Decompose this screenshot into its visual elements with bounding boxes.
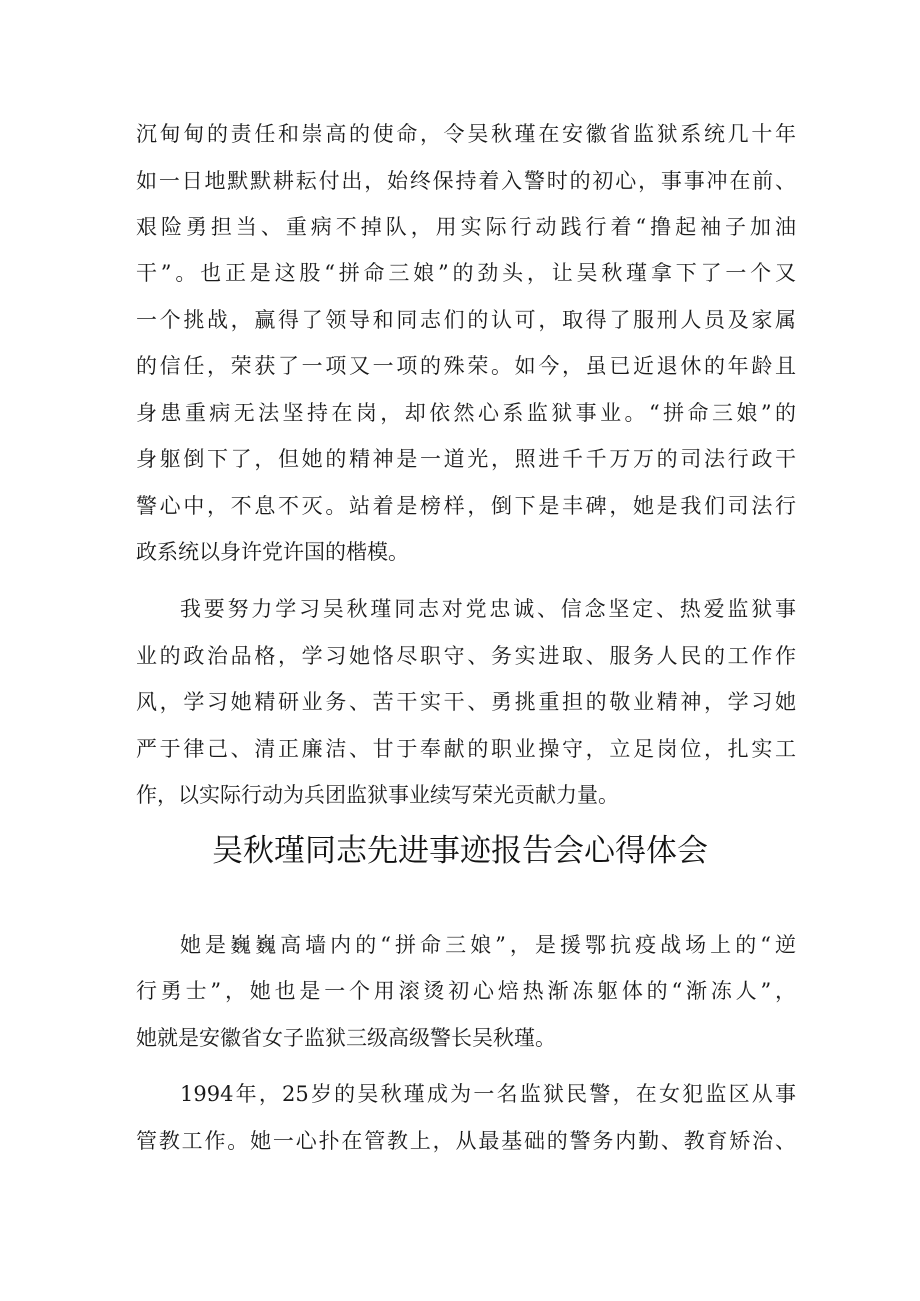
paragraph-line: 1994年，25岁的吴秋瑾成为一名监狱民警，在女犯监区从事 xyxy=(180,1082,796,1106)
paragraph-line: 她就是安徽省女子监狱三级高级警长吴秋瑾。 xyxy=(136,1026,556,1050)
paragraph-line: 警心中，不息不灭。站着是榜样，倒下是丰碑，她是我们司法行 xyxy=(136,494,796,518)
paragraph-line: 一个挑战，赢得了领导和同志们的认可，取得了服刑人员及家属 xyxy=(136,308,796,332)
paragraph-line: 如一日地默默耕耘付出，始终保持着入警时的初心，事事冲在前、 xyxy=(136,169,796,193)
paragraph-line: 的信任，荣获了一项又一项的殊荣。如今，虽已近退休的年龄且 xyxy=(136,354,796,378)
paragraph-line: 严于律己、清正廉洁、甘于奉献的职业操守，立足岗位，扎实工 xyxy=(136,737,796,761)
article-title: 吴秋瑾同志先进事迹报告会心得体会 xyxy=(212,833,708,869)
paragraph-line: 她是巍巍高墙内的“拼命三娘”，是援鄂抗疫战场上的“逆 xyxy=(180,933,796,957)
paragraph-line: 我要努力学习吴秋瑾同志对党忠诚、信念坚定、热爱监狱事 xyxy=(180,597,796,621)
paragraph-line: 业的政治品格，学习她恪尽职守、务实进取、服务人民的工作作 xyxy=(136,644,796,668)
paragraph-line: 艰险勇担当、重病不掉队，用实际行动践行着“撸起袖子加油 xyxy=(136,215,796,239)
paragraph-line: 身患重病无法坚持在岗，却依然心系监狱事业。“拼命三娘”的 xyxy=(136,401,796,425)
paragraph-line: 作，以实际行动为兵团监狱事业续写荣光贡献力量。 xyxy=(136,783,619,807)
paragraph-line: 风，学习她精研业务、苦干实干、勇挑重担的敬业精神，学习她 xyxy=(136,690,796,714)
paragraph-line: 干”。也正是这股“拼命三娘”的劲头，让吴秋瑾拿下了一个又 xyxy=(136,261,796,285)
paragraph-line: 行勇士”，她也是一个用滚烫初心焙热渐冻躯体的“渐冻人”， xyxy=(136,979,796,1003)
paragraph-line: 沉甸甸的责任和崇高的使命，令吴秋瑾在安徽省监狱系统几十年 xyxy=(136,122,796,146)
paragraph-line: 管教工作。她一心扑在管教上，从最基础的警务内勤、教育矫治、 xyxy=(136,1129,796,1153)
paragraph-line: 身躯倒下了，但她的精神是一道光，照进千千万万的司法行政干 xyxy=(136,447,796,471)
paragraph-line: 政系统以身许党许国的楷模。 xyxy=(136,540,409,564)
